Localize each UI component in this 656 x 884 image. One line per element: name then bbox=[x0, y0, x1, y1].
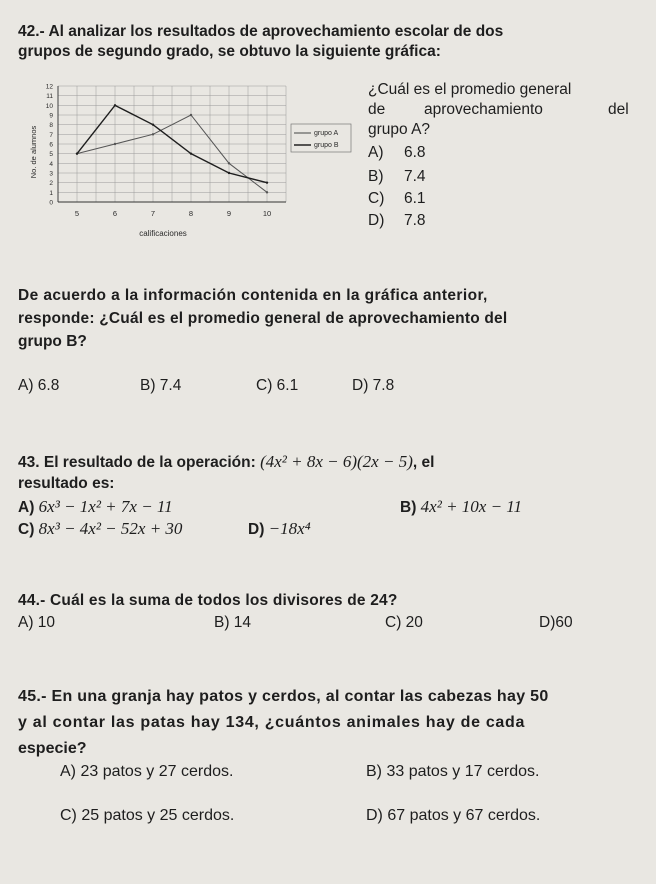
q45-line2: y al contar las patas hay 134, ¿cuántos animales hay de cada bbox=[18, 714, 526, 731]
data-point-b bbox=[228, 172, 230, 174]
x-tick-labels bbox=[75, 209, 271, 218]
legend-label-b: grupo B bbox=[314, 142, 339, 149]
data-point-a bbox=[190, 114, 192, 116]
q43-option-b[interactable]: B) 4x² + 10x − 11 bbox=[400, 497, 523, 516]
q42-option-c[interactable]: C) 6.1 bbox=[256, 377, 299, 394]
data-point-a bbox=[228, 162, 230, 164]
side-question-line2: de aprovechamiento del bbox=[368, 101, 629, 118]
y-tick-label: 5 bbox=[49, 151, 53, 159]
q44-option-c[interactable]: C) 20 bbox=[385, 614, 423, 631]
data-point-b bbox=[190, 152, 192, 154]
data-point-a bbox=[152, 133, 154, 135]
y-tick-label: 2 bbox=[49, 180, 53, 188]
y-axis-label: No. de alumnos bbox=[29, 125, 38, 179]
data-point-b bbox=[76, 152, 78, 154]
q42-intro-line2: grupos de segundo grado, se obtuvo la siguiente gráfica: bbox=[18, 43, 441, 60]
q45-option-c[interactable]: C) 25 patos y 25 cerdos. bbox=[60, 807, 235, 824]
q45-option-b[interactable]: B) 33 patos y 17 cerdos. bbox=[366, 763, 540, 780]
q43-option-a[interactable]: A) 6x³ − 1x² + 7x − 11 bbox=[18, 497, 173, 516]
q42-option-a[interactable]: A) 6.8 bbox=[18, 377, 60, 394]
y-tick-label: 8 bbox=[49, 122, 53, 130]
x-tick-label: 7 bbox=[150, 209, 156, 218]
y-tick-label: 7 bbox=[49, 131, 53, 139]
q42-question-line3: grupo B? bbox=[18, 333, 87, 350]
side-option-a[interactable]: A) 6.8 bbox=[368, 144, 426, 161]
x-tick-label: 9 bbox=[226, 209, 232, 218]
data-point-b bbox=[152, 123, 154, 125]
line-chart bbox=[28, 78, 358, 250]
x-tick-label: 6 bbox=[112, 209, 118, 218]
y-tick-label: 0 bbox=[49, 199, 53, 207]
q42-intro-line1: 42.- Al analizar los resultados de aprovechamiento escolar de dos bbox=[18, 23, 504, 40]
y-tick-label: 9 bbox=[49, 112, 53, 120]
data-point-b bbox=[266, 181, 268, 183]
q43-option-d[interactable]: D) −18x⁴ bbox=[248, 519, 311, 538]
y-tick-label: 6 bbox=[49, 141, 53, 149]
q45-option-a[interactable]: A) 23 patos y 27 cerdos. bbox=[60, 763, 234, 780]
side-option-b[interactable]: B) 7.4 bbox=[368, 168, 426, 185]
q45-option-d[interactable]: D) 67 patos y 67 cerdos. bbox=[366, 807, 541, 824]
q42-option-b[interactable]: B) 7.4 bbox=[140, 377, 182, 394]
y-tick-label: 1 bbox=[49, 189, 53, 197]
data-point-a bbox=[114, 143, 116, 145]
q43-intro: 43. El resultado de la operación: (4x² + 8x − 6)(2x − 5), el bbox=[18, 452, 435, 471]
q43-line2: resultado es: bbox=[18, 475, 115, 492]
x-tick-label: 10 bbox=[262, 209, 272, 218]
q43-option-c[interactable]: C) 8x³ − 4x² − 52x + 30 bbox=[18, 519, 183, 538]
side-option-d[interactable]: D) 7.8 bbox=[368, 212, 426, 229]
y-tick-label: 12 bbox=[45, 83, 53, 91]
y-tick-label: 3 bbox=[49, 170, 53, 178]
y-tick-label: 4 bbox=[49, 160, 53, 168]
q42-question-line2: responde: ¿Cuál es el promedio general de aprovechamiento del bbox=[18, 310, 508, 327]
x-tick-label: 8 bbox=[188, 209, 194, 218]
data-point-b bbox=[114, 104, 116, 106]
side-question-line3: grupo A? bbox=[368, 121, 431, 138]
side-option-c[interactable]: C) 6.1 bbox=[368, 190, 426, 207]
q45-line3: especie? bbox=[18, 740, 87, 757]
legend-label-a: grupo A bbox=[314, 130, 339, 137]
q42-option-d[interactable]: D) 7.8 bbox=[352, 377, 395, 394]
x-axis-label: calificaciones bbox=[139, 229, 187, 238]
side-question-line1: ¿Cuál es el promedio general bbox=[368, 81, 572, 98]
y-tick-label: 11 bbox=[46, 93, 53, 101]
x-tick-label: 5 bbox=[74, 209, 80, 218]
q45-line1: 45.- En una granja hay patos y cerdos, al contar las cabezas hay 50 bbox=[18, 688, 549, 705]
y-tick-label: 10 bbox=[45, 102, 53, 110]
q44-option-d[interactable]: D)60 bbox=[539, 614, 573, 631]
q43-expression: (4x² + 8x − 6)(2x − 5) bbox=[260, 452, 413, 471]
q44-question: 44.- Cuál es la suma de todos los divisores de 24? bbox=[18, 592, 398, 609]
q44-option-b[interactable]: B) 14 bbox=[214, 614, 252, 631]
y-tick-labels bbox=[46, 84, 54, 207]
chart-grid bbox=[58, 86, 286, 202]
legend bbox=[291, 124, 351, 152]
q42-question-line1: De acuerdo a la información contenida en la gráfica anterior, bbox=[18, 287, 488, 304]
q44-option-a[interactable]: A) 10 bbox=[18, 614, 56, 631]
data-point-a bbox=[266, 191, 268, 193]
